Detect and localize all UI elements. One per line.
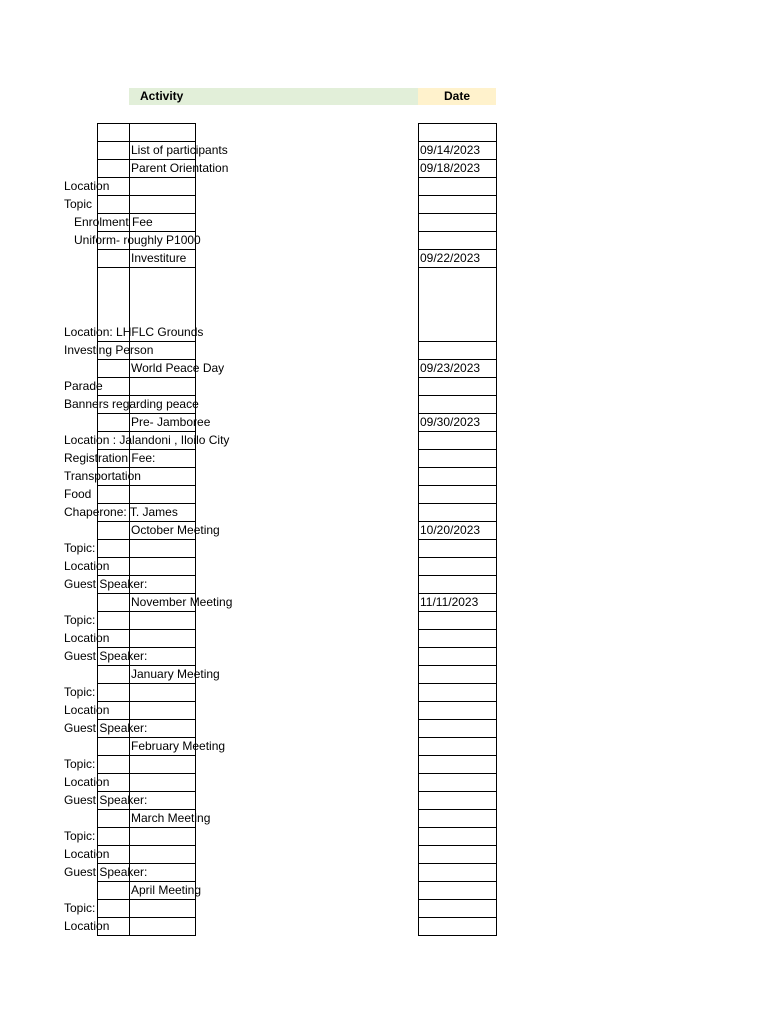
activity-text: March Meeting bbox=[131, 811, 211, 825]
grid-cell[interactable] bbox=[418, 827, 497, 846]
grid-cell[interactable] bbox=[418, 737, 497, 756]
date-text: 10/20/2023 bbox=[420, 523, 481, 537]
activity-column-header: Activity bbox=[129, 88, 418, 105]
grid-cell[interactable] bbox=[97, 827, 130, 846]
grid-cell[interactable] bbox=[418, 431, 497, 450]
grid-cell[interactable] bbox=[129, 539, 196, 558]
grid-cell[interactable] bbox=[129, 917, 196, 936]
grid-cell[interactable] bbox=[97, 521, 130, 540]
grid-cell[interactable] bbox=[418, 809, 497, 828]
grid-cell[interactable] bbox=[418, 341, 497, 360]
detail-text: Topic: bbox=[64, 541, 96, 555]
grid-cell[interactable] bbox=[97, 593, 130, 612]
grid-cell[interactable] bbox=[418, 917, 497, 936]
detail-text: Guest Speaker: bbox=[64, 721, 148, 735]
grid-cell[interactable] bbox=[129, 557, 196, 576]
grid-cell[interactable] bbox=[418, 611, 497, 630]
grid-cell[interactable] bbox=[129, 629, 196, 648]
grid-cell[interactable] bbox=[418, 377, 497, 396]
grid-cell[interactable] bbox=[97, 737, 130, 756]
grid-cell[interactable] bbox=[418, 701, 497, 720]
grid-cell[interactable] bbox=[97, 485, 130, 504]
grid-cell[interactable] bbox=[418, 899, 497, 918]
grid-cell[interactable] bbox=[129, 773, 196, 792]
grid-cell[interactable] bbox=[418, 683, 497, 702]
grid-cell[interactable] bbox=[418, 791, 497, 810]
grid-cell[interactable] bbox=[418, 195, 497, 214]
date-text: 11/11/2023 bbox=[420, 595, 479, 609]
grid-cell[interactable] bbox=[97, 195, 130, 214]
grid-cell[interactable] bbox=[97, 665, 130, 684]
grid-cell[interactable] bbox=[129, 377, 196, 396]
grid-cell[interactable] bbox=[418, 503, 497, 522]
grid-cell[interactable] bbox=[129, 123, 196, 142]
grid-cell[interactable] bbox=[418, 213, 497, 232]
detail-text: Banners regarding peace bbox=[64, 397, 199, 411]
detail-text: Guest Speaker: bbox=[64, 577, 148, 591]
grid-cell[interactable] bbox=[97, 141, 130, 160]
detail-text: Guest Speaker: bbox=[64, 649, 148, 663]
grid-cell[interactable] bbox=[418, 755, 497, 774]
grid-cell[interactable] bbox=[418, 449, 497, 468]
grid-cell[interactable] bbox=[129, 701, 196, 720]
date-column-header: Date bbox=[418, 88, 496, 105]
grid-cell[interactable] bbox=[97, 359, 130, 378]
detail-text: Parade bbox=[64, 379, 103, 393]
detail-text: Topic: bbox=[64, 685, 96, 699]
grid-cell[interactable] bbox=[97, 249, 130, 268]
date-text: 09/23/2023 bbox=[420, 361, 481, 375]
activity-text: Pre- Jamboree bbox=[131, 415, 211, 429]
detail-text: Guest Speaker: bbox=[64, 865, 148, 879]
detail-text: Location : Jalandoni , Iloilo City bbox=[64, 433, 230, 447]
grid-cell[interactable] bbox=[129, 899, 196, 918]
detail-text: Location bbox=[64, 775, 110, 789]
grid-cell[interactable] bbox=[418, 123, 497, 142]
grid-cell[interactable] bbox=[418, 395, 497, 414]
grid-cell[interactable] bbox=[97, 159, 130, 178]
detail-text: Location bbox=[64, 847, 110, 861]
grid-cell[interactable] bbox=[129, 683, 196, 702]
grid-cell[interactable] bbox=[418, 575, 497, 594]
activity-text: April Meeting bbox=[131, 883, 202, 897]
grid-cell[interactable] bbox=[129, 755, 196, 774]
grid-cell[interactable] bbox=[418, 863, 497, 882]
grid-cell[interactable] bbox=[418, 845, 497, 864]
grid-cell[interactable] bbox=[418, 467, 497, 486]
detail-text: Registration Fee: bbox=[64, 451, 156, 465]
grid-cell[interactable] bbox=[97, 123, 130, 142]
grid-cell[interactable] bbox=[418, 629, 497, 648]
activity-text: February Meeting bbox=[131, 739, 226, 753]
detail-text: Topic: bbox=[64, 613, 96, 627]
activity-text: List of participants bbox=[131, 143, 228, 157]
grid-cell[interactable] bbox=[418, 485, 497, 504]
grid-cell[interactable] bbox=[418, 557, 497, 576]
date-text: 09/30/2023 bbox=[420, 415, 481, 429]
detail-text: Topic: bbox=[64, 901, 96, 915]
grid-cell[interactable] bbox=[97, 809, 130, 828]
detail-text: Location bbox=[64, 559, 110, 573]
grid-cell[interactable] bbox=[418, 231, 497, 250]
date-text: 09/22/2023 bbox=[420, 251, 481, 265]
date-text: 09/14/2023 bbox=[420, 143, 481, 157]
detail-text: Guest Speaker: bbox=[64, 793, 148, 807]
grid-cell[interactable] bbox=[418, 881, 497, 900]
grid-cell[interactable] bbox=[129, 485, 196, 504]
grid-cell[interactable] bbox=[418, 719, 497, 738]
detail-text: Uniform- roughly P1000 bbox=[64, 233, 201, 247]
grid-cell[interactable] bbox=[97, 413, 130, 432]
detail-text: Location bbox=[64, 631, 110, 645]
grid-cell[interactable] bbox=[418, 773, 497, 792]
grid-cell[interactable] bbox=[418, 647, 497, 666]
detail-text: Location bbox=[64, 919, 110, 933]
activity-text: November Meeting bbox=[131, 595, 233, 609]
detail-text: Chaperone: T. James bbox=[64, 505, 178, 519]
grid-cell[interactable] bbox=[97, 881, 130, 900]
detail-text: Enrolment Fee bbox=[64, 215, 153, 229]
activity-text: World Peace Day bbox=[131, 361, 225, 375]
grid-cell[interactable] bbox=[418, 267, 497, 342]
detail-text: Location: LHFLC Grounds bbox=[64, 325, 204, 339]
grid-cell[interactable] bbox=[129, 195, 196, 214]
grid-cell[interactable] bbox=[97, 899, 130, 918]
grid-cell[interactable] bbox=[129, 611, 196, 630]
detail-text: Topic bbox=[64, 197, 93, 211]
detail-text: Location bbox=[64, 179, 110, 193]
detail-text: Topic: bbox=[64, 757, 96, 771]
detail-text: Location bbox=[64, 703, 110, 717]
grid-cell[interactable] bbox=[97, 755, 130, 774]
grid-cell[interactable] bbox=[418, 177, 497, 196]
detail-text: Topic: bbox=[64, 829, 96, 843]
activity-text: Investiture bbox=[131, 251, 187, 265]
grid-cell[interactable] bbox=[97, 539, 130, 558]
grid-cell[interactable] bbox=[129, 845, 196, 864]
detail-text: Transportation bbox=[64, 469, 141, 483]
grid-cell[interactable] bbox=[129, 177, 196, 196]
detail-text: Investing Person bbox=[64, 343, 154, 357]
grid-cell[interactable] bbox=[418, 665, 497, 684]
detail-text: Food bbox=[64, 487, 92, 501]
grid-cell[interactable] bbox=[418, 539, 497, 558]
activity-text: October Meeting bbox=[131, 523, 220, 537]
activity-text: January Meeting bbox=[131, 667, 220, 681]
grid-cell[interactable] bbox=[97, 683, 130, 702]
grid-cell[interactable] bbox=[97, 611, 130, 630]
date-text: 09/18/2023 bbox=[420, 161, 481, 175]
activity-text: Parent Orientation bbox=[131, 161, 229, 175]
grid-cell[interactable] bbox=[129, 827, 196, 846]
